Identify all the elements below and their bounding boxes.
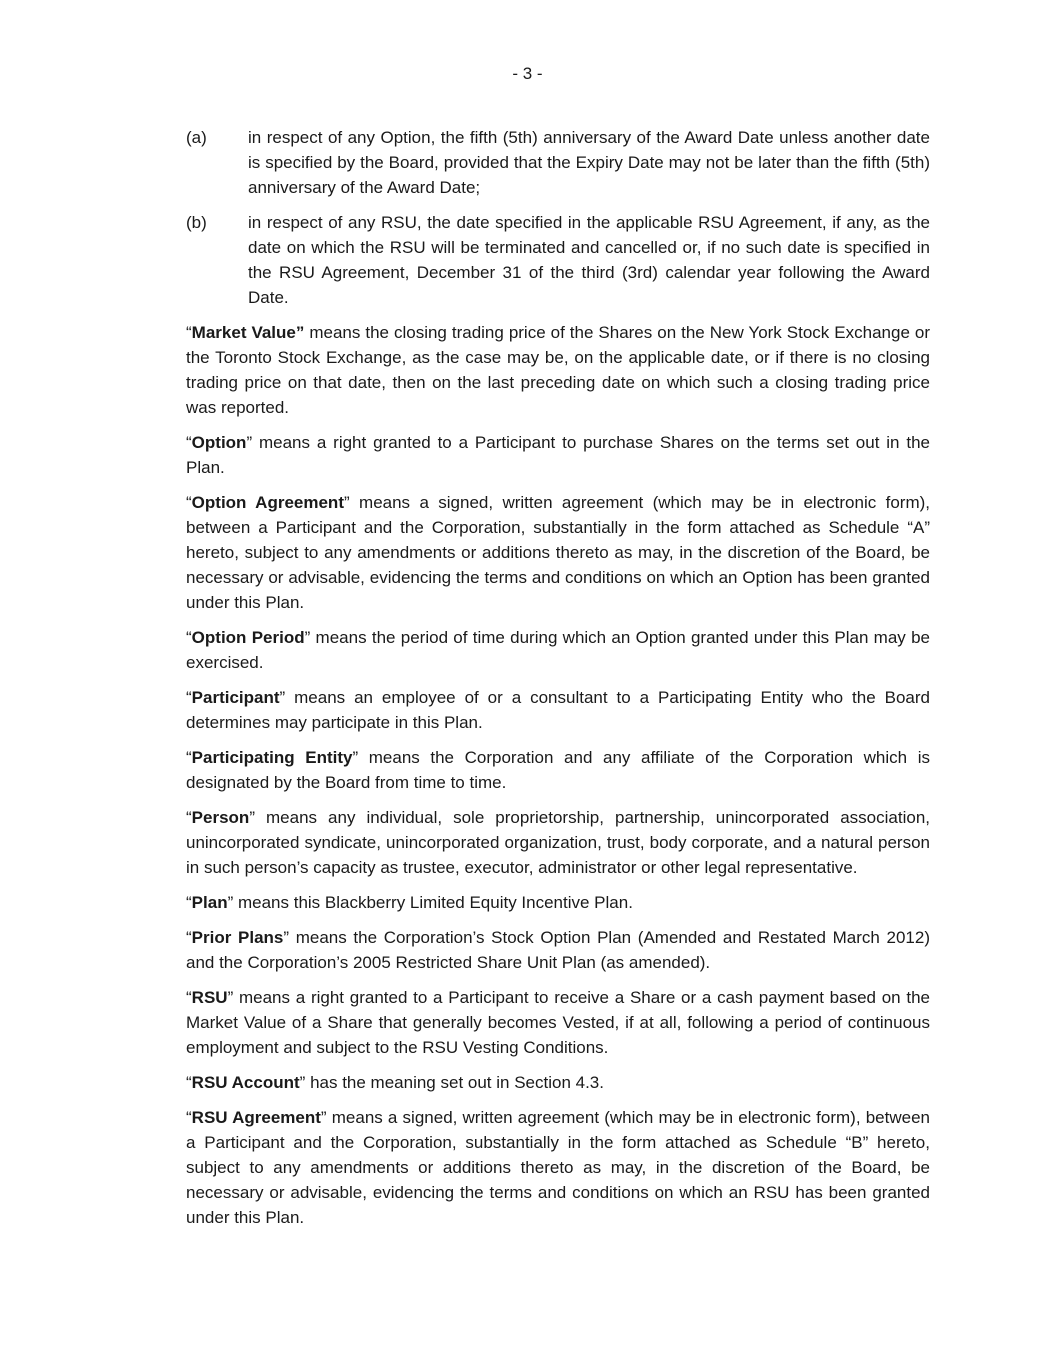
list-item-label: (b) <box>186 213 207 232</box>
definition-open-quote: “ <box>186 988 192 1007</box>
definition-prior-plans <box>186 925 930 975</box>
page-number: - 3 - <box>512 64 543 83</box>
definition-close-quote: ” <box>279 688 286 707</box>
definition-term: Person <box>191 808 250 827</box>
definition-plan <box>186 890 930 915</box>
definition-open-quote: “ <box>186 748 192 767</box>
definition-close-quote: ” <box>283 928 290 947</box>
definition-rsu <box>186 985 930 1060</box>
definition-text: means a right granted to a Participant to purchase Shares on the terms set out in the Plan. <box>186 433 930 477</box>
definition-term: Market Value” <box>191 323 305 342</box>
definition-open-quote: “ <box>186 1108 192 1127</box>
definition-close-quote: ” <box>249 808 255 827</box>
definition-term: Prior Plans <box>191 928 284 947</box>
definition-close-quote: ” <box>343 493 350 512</box>
definition-term: Participant <box>191 688 280 707</box>
definition-text: means this Blackberry Limited Equity Incentive Plan. <box>233 893 633 912</box>
definition-person <box>186 805 930 880</box>
definition-text: means a signed, written agreement (which may be in electronic form), between a Participant and the Corporation, substantially in the form attached as Schedule “A” hereto, subject to any amendments or additions thereto as may, in the discretion of the Board, be necessary or advisable, evidencing the terms and conditions on which an Option has been granted under this Plan. <box>186 493 930 612</box>
definition-text: means the period of time during which an Option granted under this Plan may be exercised. <box>186 628 930 672</box>
definition-open-quote: “ <box>186 433 192 452</box>
definition-open-quote: “ <box>186 808 192 827</box>
definition-market-value <box>186 320 930 420</box>
definition-close-quote: ” <box>246 433 253 452</box>
definition-text: means a right granted to a Participant to receive a Share or a cash payment based on the Market Value of a Share that generally becomes Vested, if at all, following a period of continuous employment and subject to the RSU Vesting Conditions. <box>186 988 930 1057</box>
definition-open-quote: “ <box>186 323 192 342</box>
definition-open-quote: “ <box>186 493 192 512</box>
definition-term: Option Period <box>191 628 305 647</box>
definition-close-quote: ” <box>352 748 359 767</box>
definition-text: means the closing trading price of the Shares on the New York Stock Exchange or the Toronto Stock Exchange, as the case may be, on the applicable date, or if there is no closing trading price on that date, then on the last preceding date on which such a closing trading price was reported. <box>186 323 930 417</box>
definition-term: Participating Entity <box>191 748 353 767</box>
definition-term: Plan <box>191 893 228 912</box>
definition-text: means an employee of or a consultant to a Participating Entity who the Board determines may participate in this Plan. <box>186 688 930 732</box>
definition-rsu-agreement <box>186 1105 930 1230</box>
definition-text: means any individual, sole proprietorship, partnership, unincorporated association, unincorporated syndicate, unincorporated organization, trust, body corporate, and a natural person in such person’s capacity as trustee, executor, administrator or other legal representative. <box>186 808 930 877</box>
definition-close-quote: ” <box>320 1108 327 1127</box>
definition-close-quote: ” <box>304 628 311 647</box>
definition-open-quote: “ <box>186 628 192 647</box>
definition-term: RSU Account <box>191 1073 300 1092</box>
definition-participating-entity <box>186 745 930 795</box>
list-item-a <box>186 125 930 200</box>
definition-close-quote: ” <box>227 988 234 1007</box>
definition-close-quote: ” <box>299 1073 306 1092</box>
definition-text: means the Corporation and any affiliate of the Corporation which is designated by the Board from time to time. <box>186 748 930 792</box>
definition-option-period <box>186 625 930 675</box>
definition-open-quote: “ <box>186 893 192 912</box>
definition-close-quote: ” <box>227 893 234 912</box>
definition-term: RSU <box>191 988 228 1007</box>
document-body <box>186 125 930 1240</box>
list-item-text: in respect of any RSU, the date specified in the applicable RSU Agreement, if any, as the date on which the RSU will be terminated and cancelled or, if no such date is specified in the RSU Agreement, December 31 of the third (3rd) calendar year following the Award Date. <box>248 213 930 307</box>
definition-text: has the meaning set out in Section 4.3. <box>305 1073 604 1092</box>
definition-term: Option <box>191 433 247 452</box>
list-item-b <box>186 210 930 310</box>
definition-open-quote: “ <box>186 928 192 947</box>
definition-option <box>186 430 930 480</box>
definition-rsu-account <box>186 1070 930 1095</box>
definition-option-agreement <box>186 490 930 615</box>
definition-text: means the Corporation’s Stock Option Plan (Amended and Restated March 2012) and the Corporation’s 2005 Restricted Share Unit Plan (as amended). <box>186 928 930 972</box>
definition-participant <box>186 685 930 735</box>
definition-open-quote: “ <box>186 1073 192 1092</box>
list-item-text: in respect of any Option, the fifth (5th) anniversary of the Award Date unless another date is specified by the Board, provided that the Expiry Date may not be later than the fifth (5th) anniversary of the Award Date; <box>248 128 930 197</box>
definition-term: Option Agreement <box>191 493 344 512</box>
list-item-label: (a) <box>186 128 207 147</box>
definition-term: RSU Agreement <box>191 1108 321 1127</box>
definition-text: means a signed, written agreement (which may be in electronic form), between a Participant and the Corporation, substantially in the form attached as Schedule “B” hereto, subject to any amendments or additions thereto as may, in the discretion of the Board, be necessary or advisable, evidencing the terms and conditions on which an RSU has been granted under this Plan. <box>186 1108 930 1227</box>
definition-open-quote: “ <box>186 688 192 707</box>
